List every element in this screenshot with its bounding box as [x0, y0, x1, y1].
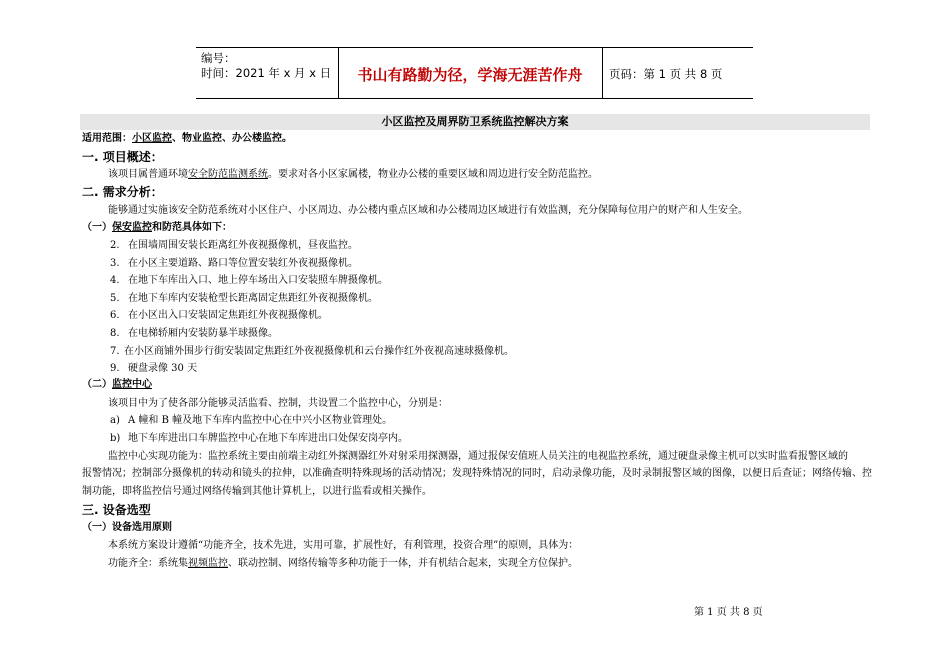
function-paragraph-line: 监控中心实现功能为：监控系统主要由前端主动红外探测器红外对射采用探测器，通过报保安值班人员关注的电视监控系统，通过硬盘录像主机可以实时监看报警区域的 — [108, 451, 848, 462]
header-page-number: 页码：第 1 页 共 8 页 — [609, 67, 723, 81]
text-run: 该项目属普通环境 — [108, 169, 188, 180]
list-item-letter: a) — [110, 415, 120, 426]
list-item-number: 7. — [110, 346, 120, 357]
section-1-paragraph — [108, 168, 598, 181]
list-item-text: 在小区主要道路、路口等位置安装红外夜视摄像机。 — [128, 258, 358, 269]
list-item — [110, 274, 388, 287]
header-meta — [201, 51, 331, 81]
text-run-underlined: 视频监控 — [188, 558, 228, 569]
scope-line — [82, 132, 292, 145]
list-item — [110, 414, 392, 427]
text-run: 、联动控制、网络传输等多种功能于一体，并有机结合起来，实现全方位保护。 — [228, 558, 578, 569]
list-item-text: 硬盘录像 30 天 — [128, 363, 198, 374]
list-item — [110, 309, 328, 322]
section-1-heading: 一. 项目概述： — [82, 150, 163, 164]
subsection-2-1-heading — [82, 221, 232, 234]
section-2-paragraph: 能够通过实施该安全防范系统对小区住户、小区周边、办公楼内重点区域和办公楼周边区域进行有效监测，充分保障每位用户的财产和人生安全。 — [108, 205, 748, 216]
document-title: 小区监控及周界防卫系统监控解决方案 — [80, 114, 870, 130]
list-item — [110, 292, 378, 305]
list-item-number: 5. — [110, 293, 120, 304]
text-run: 功能齐全：系统集 — [108, 558, 188, 569]
text-run: 。要求对各小区家属楼，物业办公楼的重要区域和周边进行安全防范监控。 — [268, 169, 598, 180]
subsection-2-2-heading — [82, 378, 152, 391]
function-paragraph-line: 制功能，即将监控信号通过网络传输到其他计算机上，以进行监看或相关操作。 — [82, 486, 432, 497]
header-divider — [602, 48, 603, 98]
text-run-underlined: 保安监控 — [112, 222, 152, 233]
list-item — [110, 327, 278, 340]
list-item — [110, 257, 358, 270]
scope-label: 适用范围： — [82, 133, 132, 144]
subsection-3-1-heading: （一）设备选用原则 — [82, 522, 172, 533]
list-item — [110, 362, 197, 375]
list-item-text: A 幢和 B 幢及地下车库内监控中心在中兴小区物业管理处。 — [128, 415, 393, 426]
list-item-number: 4. — [110, 275, 120, 286]
header-divider — [338, 48, 339, 98]
list-item-text: 在地下车库出入口、地上停车场出入口安装照车牌摄像机。 — [128, 275, 388, 286]
section-3-paragraph: 本系统方案设计遵循“功能齐全，技术先进，实用可靠，扩展性好，有利管理，投资合理”的原则，具体为： — [108, 540, 579, 551]
list-item-number: 3. — [110, 258, 120, 269]
page-footer: 第 1 页 共 8 页 — [694, 607, 763, 618]
list-item-text: 在地下车库内安装枪型长距离固定焦距红外夜视摄像机。 — [128, 293, 378, 304]
list-item — [110, 432, 408, 445]
subsection-2-2-paragraph: 该项目中为了使各部分能够灵活监看、控制，共设置二个监控中心，分别是： — [108, 398, 448, 409]
list-item-text: 在小区出入口安装固定焦距红外夜视摄像机。 — [128, 310, 328, 321]
list-item — [110, 345, 514, 358]
text-run: （一） — [82, 222, 112, 233]
document-date: 时间：2021 年 x 月 x 日 — [201, 66, 332, 80]
list-item-number: 2. — [110, 240, 120, 251]
section-2-heading: 二. 需求分析： — [82, 185, 163, 199]
list-item-number: 6. — [110, 310, 120, 321]
scope-rest: 、物业监控、办公楼监控。 — [172, 133, 292, 144]
list-item-letter: b) — [110, 433, 121, 444]
page-header — [196, 47, 753, 99]
text-run-underlined: 监控中心 — [112, 379, 152, 390]
list-item-text: 在电梯轿厢内安装防暴半球摄像。 — [128, 328, 278, 339]
text-run: 和防范具体如下： — [152, 222, 232, 233]
header-motto: 书山有路勤为径，学海无涯苦作舟 — [357, 66, 583, 84]
list-item-text: 在围墙周围安装长距离红外夜视摄像机，昼夜监控。 — [128, 240, 358, 251]
document-number-label: 编号： — [201, 51, 236, 65]
list-item-number: 9. — [110, 363, 120, 374]
text-run: （二） — [82, 379, 112, 390]
section-3-heading: 三. 设备选型 — [82, 503, 151, 517]
list-item — [110, 239, 358, 252]
list-item-number: 8. — [110, 328, 120, 339]
section-3-paragraph — [108, 557, 578, 570]
list-item-text: 在小区商铺外围步行街安装固定焦距红外夜视摄像机和云台操作红外夜视高速球摄像机。 — [124, 346, 514, 357]
function-paragraph-line: 报警情况；控制部分摄像机的转动和镜头的拉伸，以准确查明特殊现场的活动情况；发现特殊情况的同时，启动录像功能，及时录制报警区域的图像，以便日后查证；网络传输、控 — [82, 468, 872, 479]
list-item-text: 地下车库进出口车牌监控中心在地下车库进出口处保安岗亭内。 — [128, 433, 408, 444]
scope-underlined: 小区监控 — [132, 133, 172, 144]
text-run-underlined: 安全防范监测系统 — [188, 169, 268, 180]
